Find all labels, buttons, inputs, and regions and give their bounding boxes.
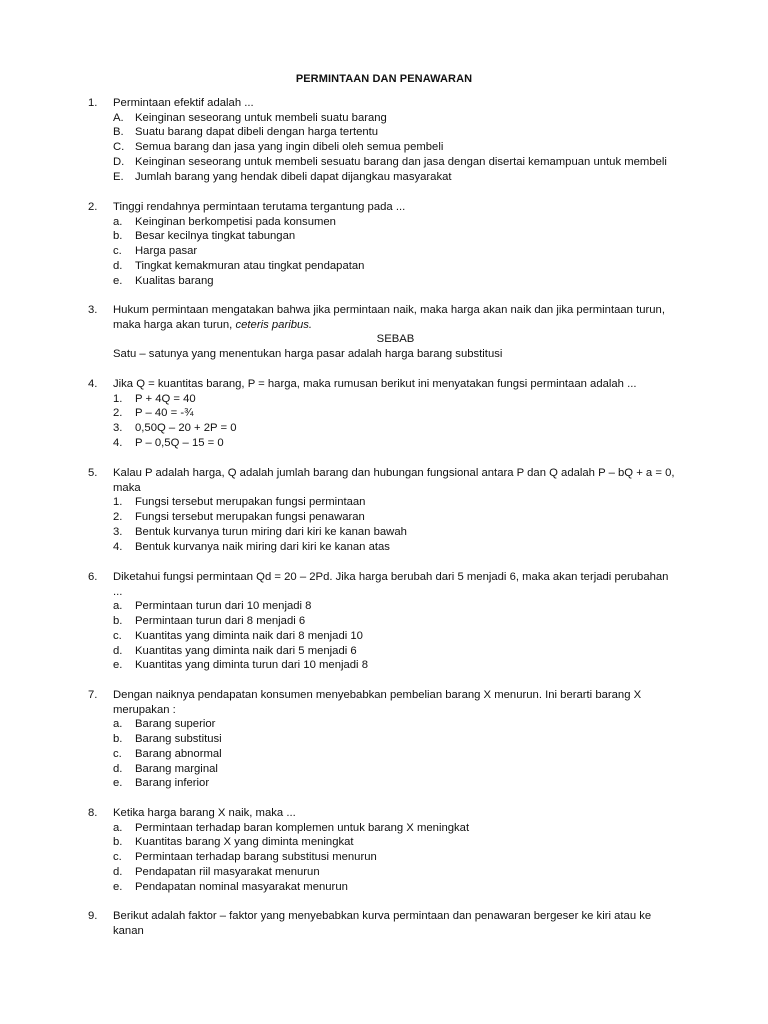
option-text: Bentuk kurvanya turun miring dari kiri ke kanan bawah (135, 525, 407, 538)
question-number: 8. (88, 807, 98, 819)
option-text: Permintaan terhadap barang substitusi menurun (135, 851, 377, 864)
question-1 (88, 96, 678, 184)
option-label: B. (113, 126, 124, 139)
option-text: P – 40 = -¾ (135, 407, 194, 420)
option-text: Suatu barang dapat dibeli dengan harga tertentu (135, 126, 379, 139)
option-text: Fungsi tersebut merupakan fungsi penawaran (135, 511, 365, 524)
question-number: 9. (88, 910, 98, 922)
option-text: P + 4Q = 40 (135, 392, 196, 405)
option-item (113, 629, 678, 644)
option-item (113, 644, 678, 659)
option-text: Barang marginal (135, 762, 218, 775)
option-item (113, 658, 678, 673)
option-label: a. (113, 600, 123, 613)
option-label: c. (113, 851, 122, 864)
option-text: Kualitas barang (135, 274, 214, 287)
question-8 (88, 806, 678, 894)
option-item (113, 155, 678, 170)
option-label: d. (113, 644, 123, 657)
option-label: e. (113, 880, 123, 893)
option-label: b. (113, 733, 123, 746)
option-text: Permintaan turun dari 8 menjadi 6 (135, 615, 306, 628)
option-label: 4. (113, 436, 123, 449)
option-item (113, 215, 678, 230)
question-9 (88, 909, 678, 938)
option-item (113, 111, 678, 126)
option-label: a. (113, 718, 123, 731)
option-text: Pendapatan riil masyarakat menurun (135, 865, 320, 878)
question-5 (88, 466, 678, 554)
option-item (113, 510, 678, 525)
question-number: 3. (88, 304, 98, 316)
option-text: Kuantitas barang X yang diminta meningkat (135, 836, 354, 849)
option-item (113, 170, 678, 185)
option-label: e. (113, 777, 123, 790)
option-item (113, 835, 678, 850)
question-text-continued: maka harga akan turun, ceteris paribus. (113, 318, 313, 331)
option-label: b. (113, 615, 123, 628)
option-text: Jumlah barang yang hendak dibeli dapat dijangkau masyarakat (135, 170, 452, 183)
option-item (113, 880, 678, 895)
option-item (113, 865, 678, 880)
option-label: D. (113, 155, 125, 168)
option-label: 4. (113, 540, 123, 553)
option-item (113, 821, 678, 836)
option-item (113, 274, 678, 289)
question-number: 1. (88, 97, 98, 109)
question-text: Kalau P adalah harga, Q adalah jumlah barang dan hubungan fungsional antara P dan Q adalah P – bQ + a = 0, maka (113, 467, 675, 494)
option-text: Tingkat kemakmuran atau tingkat pendapatan (135, 259, 365, 272)
option-item (113, 421, 678, 436)
option-label: A. (113, 111, 124, 124)
option-text: Semua barang dan jasa yang ingin dibeli oleh semua pembeli (135, 141, 444, 154)
option-label: b. (113, 230, 123, 243)
option-label: 2. (113, 511, 123, 524)
option-item (113, 850, 678, 865)
question-3 (88, 303, 678, 362)
option-item (113, 125, 678, 140)
option-item (113, 140, 678, 155)
connector-sebab: SEBAB (376, 333, 415, 346)
option-item (113, 717, 678, 732)
option-text: Keinginan seseorang untuk membeli suatu barang (135, 111, 387, 124)
question-7 (88, 688, 678, 791)
option-text: Besar kecilnya tingkat tabungan (135, 230, 296, 243)
option-text: Pendapatan nominal masyarakat menurun (135, 880, 348, 893)
option-label: a. (113, 821, 123, 834)
option-label: d. (113, 865, 123, 878)
option-item (113, 244, 678, 259)
option-text: Kuantitas yang diminta naik dari 8 menjadi 10 (135, 629, 363, 642)
option-label: d. (113, 762, 123, 775)
option-text: Barang superior (135, 718, 216, 731)
option-label: d. (113, 259, 123, 272)
option-item (113, 747, 678, 762)
question-text: Tinggi rendahnya permintaan terutama tergantung pada ... (113, 201, 406, 213)
option-text: Barang substitusi (135, 733, 222, 746)
question-text: Permintaan efektif adalah ... (113, 97, 254, 109)
reason-statement: Satu – satunya yang menentukan harga pasar adalah harga barang substitusi (113, 348, 503, 361)
option-item (113, 229, 678, 244)
option-text: Kuantitas yang diminta naik dari 5 menjadi 6 (135, 644, 357, 657)
page-title: PERMINTAAN DAN PENAWARAN (295, 73, 473, 85)
question-4 (88, 377, 678, 451)
option-label: e. (113, 659, 123, 672)
option-text: Barang abnormal (135, 747, 222, 760)
option-label: C. (113, 141, 125, 154)
option-text: Keinginan seseorang untuk membeli sesuatu barang dan jasa dengan disertai kemampuan untuk membeli (135, 155, 667, 168)
question-number: 5. (88, 467, 98, 479)
option-label: 2. (113, 407, 123, 420)
option-text: P – 0,5Q – 15 = 0 (135, 436, 224, 449)
option-label: a. (113, 215, 123, 228)
option-text: Permintaan turun dari 10 menjadi 8 (135, 600, 312, 613)
option-label: 3. (113, 422, 123, 435)
option-item (113, 392, 678, 407)
option-item (113, 732, 678, 747)
option-text: Fungsi tersebut merupakan fungsi permintaan (135, 496, 366, 509)
option-item (113, 762, 678, 777)
option-label: 3. (113, 525, 123, 538)
option-item (113, 525, 678, 540)
option-text: Permintaan terhadap baran komplemen untuk barang X meningkat (135, 821, 470, 834)
question-6 (88, 570, 678, 673)
option-item (113, 406, 678, 421)
option-label: c. (113, 245, 122, 258)
latin-term: ceteris paribus. (235, 318, 313, 331)
option-text: Kuantitas yang diminta turun dari 10 menjadi 8 (135, 659, 368, 672)
option-label: e. (113, 274, 123, 287)
question-text: Dengan naiknya pendapatan konsumen menyebabkan pembelian barang X menurun. Ini berarti barang X merupakan : (113, 689, 642, 716)
option-label: 1. (113, 392, 123, 405)
option-text: Barang inferior (135, 777, 210, 790)
question-text: Hukum permintaan mengatakan bahwa jika permintaan naik, maka harga akan naik dan jika permintaan turun, (113, 304, 665, 316)
option-text: Keinginan berkompetisi pada konsumen (135, 215, 336, 228)
option-label: b. (113, 836, 123, 849)
question-number: 4. (88, 378, 98, 390)
question-text: Ketika harga barang X naik, maka ... (113, 807, 296, 819)
question-number: 7. (88, 689, 98, 701)
option-item (113, 540, 678, 555)
option-text: 0,50Q – 20 + 2P = 0 (135, 422, 237, 435)
option-label: E. (113, 170, 124, 183)
question-number: 6. (88, 571, 98, 583)
option-item (113, 495, 678, 510)
option-text: Harga pasar (135, 245, 198, 258)
option-text: Bentuk kurvanya naik miring dari kiri ke kanan atas (135, 540, 390, 553)
option-label: 1. (113, 496, 123, 509)
option-item (113, 776, 678, 791)
option-item (113, 599, 678, 614)
question-number: 2. (88, 201, 98, 213)
option-item (113, 436, 678, 451)
question-text: Diketahui fungsi permintaan Qd = 20 – 2Pd. Jika harga berubah dari 5 menjadi 6, maka akan terjadi perubahan ... (113, 571, 669, 598)
question-text: Jika Q = kuantitas barang, P = harga, maka rumusan berikut ini menyatakan fungsi permintaan adalah ... (113, 378, 637, 390)
question-text: Berikut adalah faktor – faktor yang menyebabkan kurva permintaan dan penawaran bergeser ke kiri atau ke kanan (113, 910, 652, 937)
option-label: c. (113, 629, 122, 642)
option-item (113, 614, 678, 629)
option-item (113, 259, 678, 274)
option-label: c. (113, 747, 122, 760)
question-2 (88, 200, 678, 288)
